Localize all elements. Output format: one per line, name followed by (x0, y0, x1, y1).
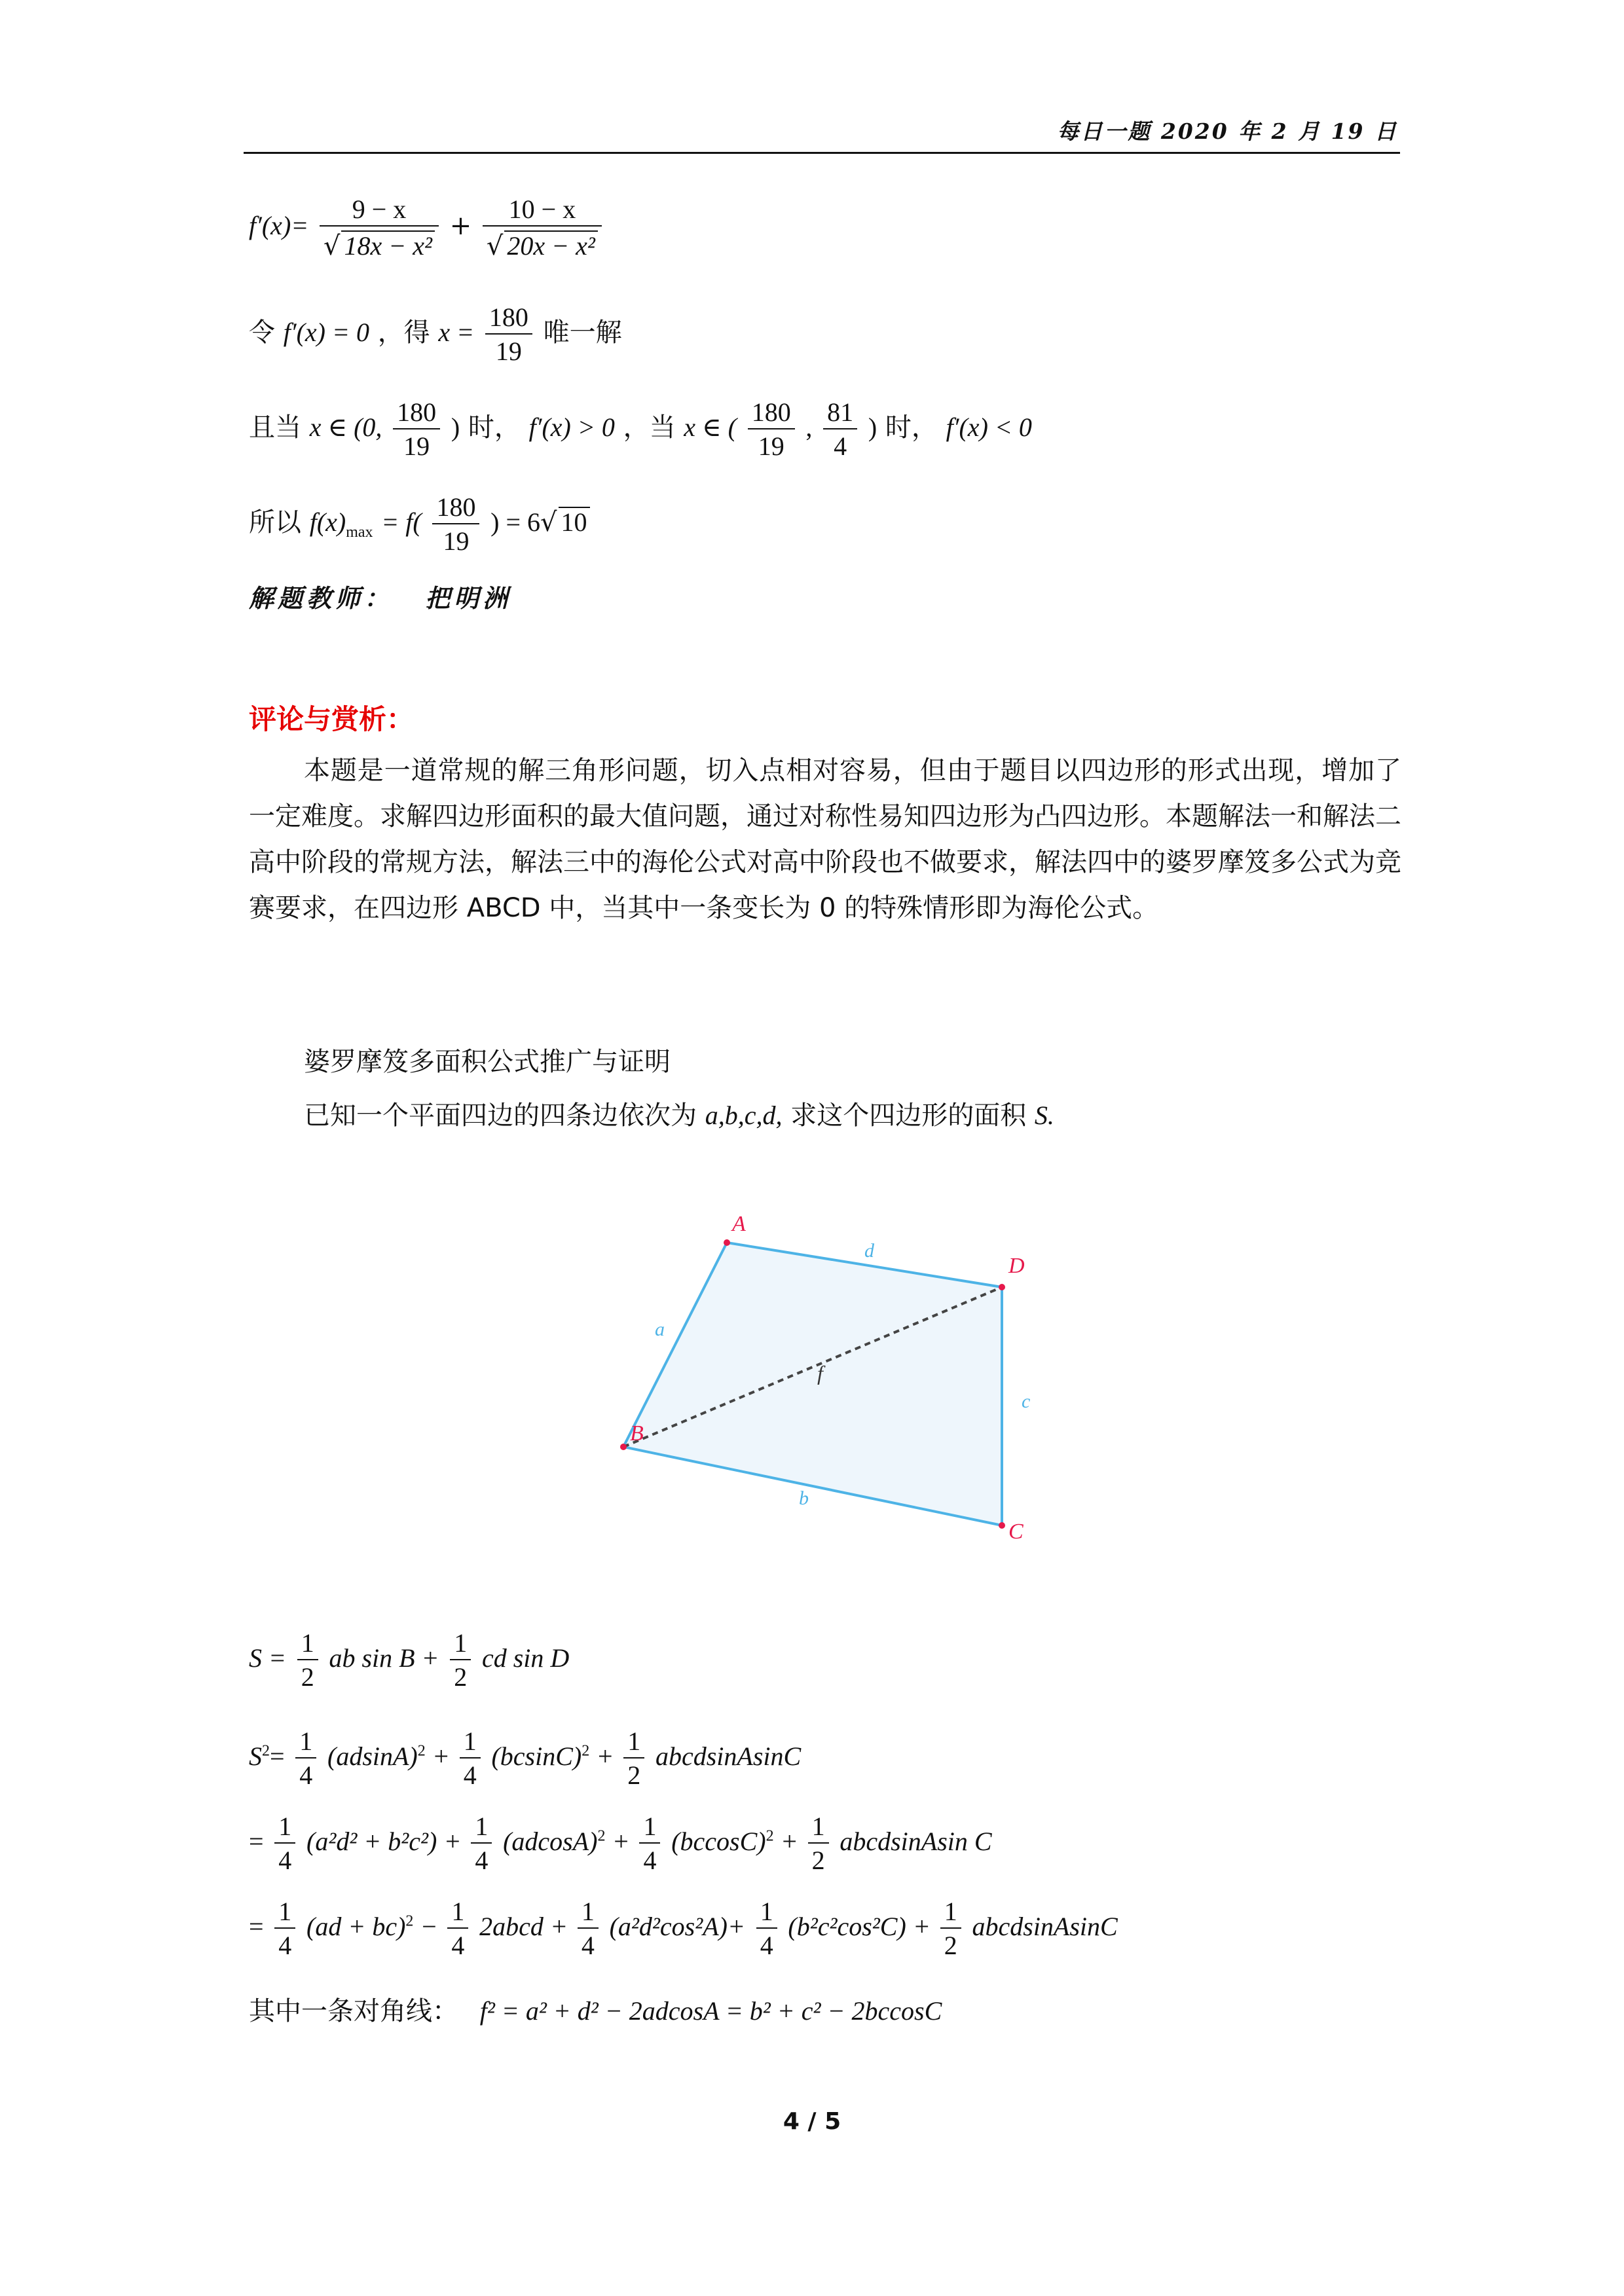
frac2-den: 20x − x² (504, 230, 598, 259)
label-c: C (1008, 1520, 1024, 1544)
signature-name: 把明洲 (425, 583, 512, 613)
critical-pre: 令 (249, 318, 275, 348)
area-formula: S = $\frac{1}{2}$ ab sin B + $\frac{1}{2}$ cd sin D (249, 1628, 570, 1692)
derivative-frac2: $\frac{10 - x}{\text{√ 20x − x²}}$ (483, 196, 602, 259)
frac1-den: 18x − x² (341, 230, 435, 259)
derivative-lhs: f′(x)= (249, 211, 309, 240)
side-a: a (655, 1319, 665, 1340)
derivative-frac1: $\frac{9 - x}{\text{√ 18x − x²}}$ (320, 196, 439, 259)
diagonal-label: f (817, 1361, 823, 1385)
point-d (999, 1284, 1005, 1290)
side-d: d (864, 1240, 874, 1262)
critical-xeq: x = (438, 318, 475, 347)
maximum-line: 所以 $f(x)_{max} = f$( $\frac{180}{19}$ ) = 6√ 10 (249, 494, 590, 555)
page-number: 4 / 5 (783, 2108, 841, 2135)
problem-statement: 已知一个平面四边的四条边依次为 a,b,c,d, 求这个四边形的面积 S. (304, 1101, 1054, 1131)
frac2-num: 10 − x (483, 196, 602, 227)
critical-mid: ，得 (377, 318, 430, 348)
critical-post: 唯一解 (543, 318, 622, 348)
monotonic-line: 且当 x ∈ (0, $\frac{180}{19}$ ) 时， f′(x) > 0 ，当 x ∈ ( $\frac{180}{19}$ , $\frac{81}{4}$ ) 时， f′(x) < 0 (249, 397, 1032, 461)
side-b: b (799, 1487, 809, 1509)
diagonal-formula: 其中一条对角线： f² = a² + d² − 2adcosA = b² + c² − 2bccosC (249, 1996, 942, 2026)
side-c: c (1022, 1391, 1031, 1412)
commentary-paragraph: 本题是一道常规的解三角形问题，切入点相对容易，但由于题目以四边形的形式出现，增加了一定难度。求解四边形面积的最大值问题，通过对称性易知四边形为凸四边形。本题解法一和解法二高中阶段的常规方法，解法三中的海伦公式对高中阶段也不做要求，解法四中的婆罗摩笈多公式为竞赛要求，在四边形 ABCD 中，当其中一条变长为 0 的特殊情形即为海伦公式。 (249, 756, 1401, 923)
header-rule (244, 152, 1400, 154)
quadrilateral-shape (623, 1243, 1002, 1525)
point-b (620, 1444, 627, 1450)
header-title: 每日一题 2020 年 2 月 19 日 (1057, 118, 1398, 144)
critical-line (249, 304, 622, 365)
frac1-num: 9 − x (320, 196, 439, 227)
derivative-plus: + (449, 211, 472, 241)
point-c (999, 1522, 1005, 1529)
commentary-subheading: 婆罗摩笈多面积公式推广与证明 (304, 1047, 671, 1077)
label-a: A (732, 1212, 746, 1236)
critical-frac: $\frac{180}{19}$ (485, 304, 532, 365)
signature-label: 解题教师： (249, 583, 394, 613)
derivative-line (249, 196, 604, 259)
label-d: D (1008, 1254, 1025, 1278)
point-a (724, 1239, 730, 1246)
critical-eq: f′(x) = 0 (283, 318, 369, 347)
commentary-heading: 评论与赏析： (249, 703, 415, 735)
signature (249, 583, 512, 613)
label-b: B (630, 1421, 644, 1446)
s-squared-line-2: = $\frac{1}{4}$ (a²d² + b²c²) + $\frac{1}{4}$ $(adcosA)^2$ + $\frac{1}{4}$ $(bccosC)^2$ + $\frac{1}{2}$ abcdsinAsin C (249, 1812, 992, 1875)
quadrilateral-diagram (589, 1192, 1061, 1571)
s-squared-line-1: $S^2=$ $\frac{1}{4}$ $(adsinA)^2$ + $\frac{1}{4}$ $(bcsinC)^2$ + $\frac{1}{2}$ abcdsinAsinC (249, 1726, 802, 1790)
s-squared-line-3: = $\frac{1}{4}$ (ad + bc)$^2$ − $\frac{1}{4}$ 2abcd + $\frac{1}{4}$ (a²d²cos²A)+ $\frac{1}{4}$ (b²c²cos²C) + $\frac{1}{2}$ abcdsinAsinC (249, 1897, 1118, 1960)
